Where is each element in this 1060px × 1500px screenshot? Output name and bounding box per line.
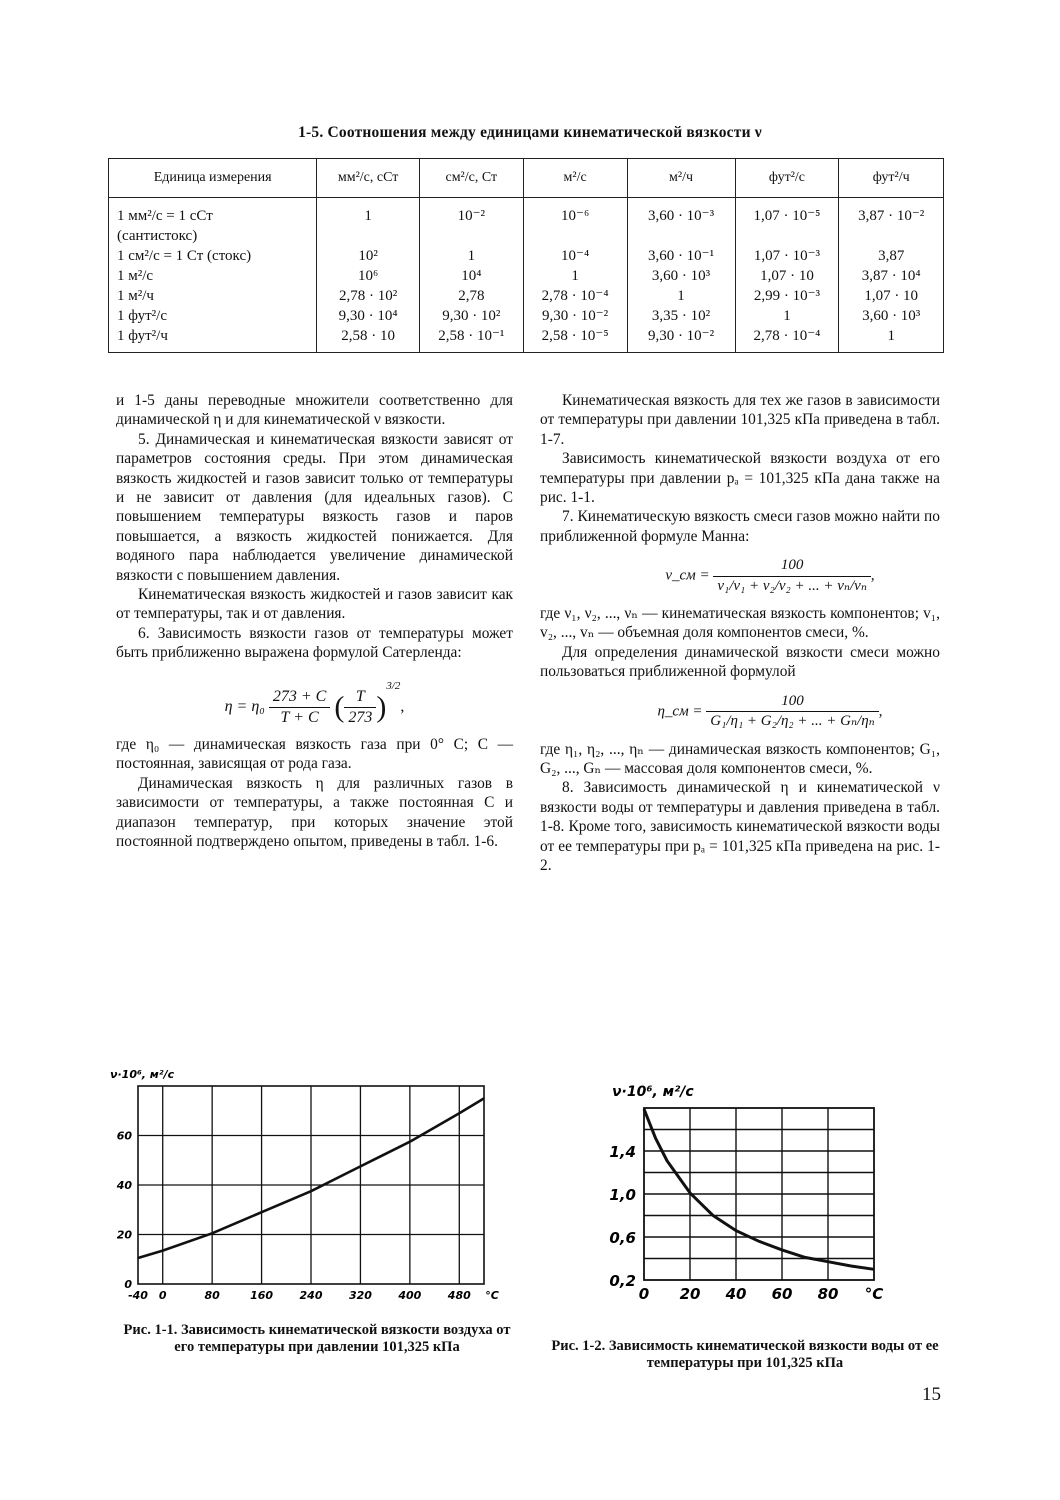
table-cell: 2,78 xyxy=(419,286,523,306)
x-tick-label: 80 xyxy=(204,1289,220,1302)
table-cell: 2,58 · 10⁻¹ xyxy=(419,326,523,353)
y-axis-label: ν·10⁶, м²/с xyxy=(612,1084,694,1100)
y-tick-label: 1,4 xyxy=(609,1143,636,1161)
x-tick-label: 0 xyxy=(638,1285,650,1303)
table-cell: 10⁶ xyxy=(317,266,420,286)
formula-numerator: 273 + C xyxy=(269,687,330,707)
formula-inner-fraction xyxy=(344,687,376,727)
formula-fraction xyxy=(706,692,878,732)
formula-fraction xyxy=(269,687,330,727)
table-body xyxy=(109,198,944,353)
page-number: 15 xyxy=(922,1384,941,1405)
formula-fraction xyxy=(713,556,871,596)
table-row-label: 1 м²/с xyxy=(109,266,317,286)
table-cell: 9,30 · 10⁴ xyxy=(317,306,420,326)
table-row xyxy=(109,226,944,246)
chart-air-viscosity xyxy=(100,1062,500,1312)
table-cell: 2,78 · 10² xyxy=(317,286,420,306)
x-tick-label: 240 xyxy=(299,1289,323,1302)
table-cell: 3,60 · 10³ xyxy=(627,266,735,286)
figure-caption-1: Рис. 1-1. Зависимость кинематической вязкости воздуха от его температуры при давлении 101,325 кПа xyxy=(123,1322,511,1355)
table-row xyxy=(109,326,944,353)
table-cell: 1,07 · 10⁻⁵ xyxy=(735,198,839,227)
paragraph: 6. Зависимость вязкости газов от температуры может быть приближенно выражена формулой Сатерленда: xyxy=(116,624,513,662)
formula-inner-denominator: 273 xyxy=(348,708,373,726)
x-tick-label: 20 xyxy=(679,1285,701,1303)
y-tick-label: 40 xyxy=(116,1179,132,1192)
formula-numerator: 100 xyxy=(713,556,871,576)
table-cell: 1,07 · 10 xyxy=(735,266,839,286)
table-cell: 1,07 · 10⁻³ xyxy=(735,246,839,266)
table-row-label: 1 см²/с = 1 Ст (стокс) xyxy=(109,246,317,266)
table-cell: 10² xyxy=(317,246,420,266)
table-cell xyxy=(523,226,627,246)
paragraph: Зависимость кинематической вязкости воздуха от его температуры при давлении pₐ = 101,325 кПа дана также на рис. 1-1. xyxy=(540,450,940,507)
table-header: м²/с xyxy=(523,159,627,198)
right-column xyxy=(540,391,940,875)
table-cell: 10⁻⁴ xyxy=(523,246,627,266)
table-cell: 2,78 · 10⁻⁴ xyxy=(523,286,627,306)
table-cell: 2,78 · 10⁻⁴ xyxy=(735,326,839,353)
table-cell xyxy=(317,226,420,246)
table-cell: 10⁴ xyxy=(419,266,523,286)
paren-open: ( xyxy=(334,690,345,724)
table-cell: 1 xyxy=(839,326,944,353)
formula-denominator: T + C xyxy=(280,708,319,726)
table-row-label: (сантистокс) xyxy=(109,226,317,246)
x-tick-label: 60 xyxy=(771,1285,793,1303)
x-tick-label: 320 xyxy=(348,1289,372,1302)
table-cell: 1 xyxy=(419,246,523,266)
table-row-label: 1 фут²/с xyxy=(109,306,317,326)
table-cell: 1 xyxy=(735,306,839,326)
paragraph: Динамическая вязкость η для различных газов в зависимости от температуры, а также постоянная C и диапазон температур, при которых значение этой постоянной подтверждено опытом, приведены в табл. 1-6. xyxy=(116,774,513,850)
table-title: 1-5. Соотношения между единицами кинематической вязкости ν xyxy=(298,124,762,141)
table-cell: 1 xyxy=(627,286,735,306)
table-header: мм²/с, сСт xyxy=(317,159,420,198)
formula-denominator: G₁/η₁ + G₂/η₂ + ... + Gₙ/ηₙ xyxy=(710,713,875,730)
paragraph: где η₁, η₂, ..., ηₙ — динамическая вязкость компонентов; G₁, G₂, ..., Gₙ — массовая доля компонентов смеси, %. xyxy=(540,740,940,777)
figure-caption-2: Рис. 1-2. Зависимость кинематической вязкости воды от ее температуры при 101,325 кПа xyxy=(551,1338,939,1371)
table-cell xyxy=(839,226,944,246)
y-tick-label: 1,0 xyxy=(609,1186,636,1204)
formula-exponent: 3/2 xyxy=(386,679,401,692)
paragraph: где ν₁, ν₂, ..., νₙ — кинематическая вязкость компонентов; v₁, v₂, ..., vₙ — объемная доля компонентов смеси, %. xyxy=(540,605,940,642)
table-cell xyxy=(627,226,735,246)
formula-numerator: 100 xyxy=(706,692,878,712)
table-header: фут²/ч xyxy=(839,159,944,198)
x-tick-label: 80 xyxy=(817,1285,839,1303)
paragraph: и 1-5 даны переводные множители соответственно для динамической η и для кинематической ν вязкости. xyxy=(116,392,513,429)
table-cell: 3,35 · 10² xyxy=(627,306,735,326)
x-tick-label: 480 xyxy=(447,1289,471,1302)
x-tick-label: -40 xyxy=(128,1289,148,1302)
table-row xyxy=(109,266,944,286)
mann-formula: ν_см = $\frac{100}{\text{v₁/ν₁ + v₂/ν₂ + ... + vₙ/νₙ}}$ , xyxy=(600,556,940,596)
x-tick-label: °C xyxy=(864,1285,884,1303)
paragraph: где η₀ — динамическая вязкость газа при 0° C; C — постоянная, зависящая от рода газа. xyxy=(116,735,513,773)
table-row xyxy=(109,198,944,227)
y-tick-label: 0,2 xyxy=(609,1272,636,1290)
paragraph: 5. Динамическая и кинематическая вязкости зависят от параметров состояния среды. При этом динамическая вязкость жидкостей и газов зависит только от температуры и не зависит от давления (для идеальных газов). С повышением температуры вязкость газов и паров повышается, а вязкость жидкостей понижается. Для водяного пара наблюдается увеличение динамической вязкости с повышением давления. xyxy=(116,430,513,584)
table-row-label: 1 фут²/ч xyxy=(109,326,317,353)
x-tick-label: 40 xyxy=(725,1285,747,1303)
formula-lhs: η_см = xyxy=(657,703,703,720)
table-header: см²/с, Ст xyxy=(419,159,523,198)
table-cell: 1 xyxy=(523,266,627,286)
table-row-label: 1 м²/ч xyxy=(109,286,317,306)
x-tick-label: 160 xyxy=(250,1289,274,1302)
data-line-water xyxy=(644,1109,874,1269)
table-cell: 3,60 · 10⁻³ xyxy=(627,198,735,227)
table-cell: 3,60 · 10³ xyxy=(839,306,944,326)
table-cell: 9,30 · 10² xyxy=(419,306,523,326)
x-tick-label: 400 xyxy=(398,1289,422,1302)
paragraph: Кинематическая вязкость жидкостей и газов зависит как от температуры, так и от давления. xyxy=(116,586,513,623)
table-cell: 10⁻² xyxy=(419,198,523,227)
table-cell: 3,87 · 10⁻² xyxy=(839,198,944,227)
formula-lhs: ν_см = xyxy=(665,567,710,584)
table-cell: 2,58 · 10⁻⁵ xyxy=(523,326,627,353)
table-cell: 1,07 · 10 xyxy=(839,286,944,306)
y-tick-label: 20 xyxy=(116,1228,132,1242)
table-cell xyxy=(419,226,523,246)
units-conversion-table xyxy=(108,158,944,353)
table-row xyxy=(109,306,944,326)
table-cell: 9,30 · 10⁻² xyxy=(627,326,735,353)
table-header: м²/ч xyxy=(627,159,735,198)
paren-close: ) xyxy=(376,690,387,724)
paragraph: Для определения динамической вязкости смеси можно пользоваться приближенной формулой xyxy=(540,643,940,681)
table-cell: 10⁻⁶ xyxy=(523,198,627,227)
table-row xyxy=(109,286,944,306)
x-tick-label: 0 xyxy=(158,1289,167,1302)
table-header: фут²/с xyxy=(735,159,839,198)
table-cell xyxy=(735,226,839,246)
formula-lhs: η = η₀ xyxy=(224,697,265,715)
paragraph: Кинематическая вязкость для тех же газов в зависимости от температуры при давлении 101,325 кПа приведена в табл. 1-7. xyxy=(540,392,940,448)
table-row xyxy=(109,246,944,266)
y-tick-label: 60 xyxy=(116,1129,132,1143)
formula-denominator: v₁/ν₁ + v₂/ν₂ + ... + vₙ/νₙ xyxy=(717,577,867,594)
formula-inner-numerator: T xyxy=(344,687,376,707)
table-cell: 3,60 · 10⁻¹ xyxy=(627,246,735,266)
chart-water-viscosity xyxy=(598,1074,898,1314)
sutherland-formula: η = η₀ $\frac{273 + C}{T + C}$ ( $\frac{T}{273}$ )$^{3/2}$, xyxy=(224,679,405,726)
y-axis-label: ν·10⁶, м²/с xyxy=(110,1068,175,1081)
mixture-viscosity-formula: η_см = $\frac{100}{\text{G₁/η₁ + G₂/η₂ + ... + Gₙ/ηₙ}}$ , xyxy=(600,692,940,732)
y-tick-label: 0,6 xyxy=(609,1229,636,1247)
table-cell: 1 xyxy=(317,198,420,227)
paragraph: 7. Кинематическую вязкость смеси газов можно найти по приближенной формуле Манна: xyxy=(540,508,940,545)
paragraph: 8. Зависимость динамической η и кинематической ν вязкости воды от температуры и давления приведена в табл. 1-8. Кроме того, зависимость кинематической вязкости воды от ее температуры при pₐ = 101,325 кПа приведена на рис. 1-2. xyxy=(540,779,940,874)
table-cell: 9,30 · 10⁻² xyxy=(523,306,627,326)
x-axis-unit: °C xyxy=(485,1289,499,1302)
y-tick-label: 0 xyxy=(124,1278,132,1291)
left-column xyxy=(116,391,513,851)
table-header: Единица измерения xyxy=(109,159,317,198)
table-row-label: 1 мм²/с = 1 сСт xyxy=(109,198,317,227)
table-cell: 3,87 xyxy=(839,246,944,266)
table-cell: 2,58 · 10 xyxy=(317,326,420,353)
table-cell: 2,99 · 10⁻³ xyxy=(735,286,839,306)
table-cell: 3,87 · 10⁴ xyxy=(839,266,944,286)
